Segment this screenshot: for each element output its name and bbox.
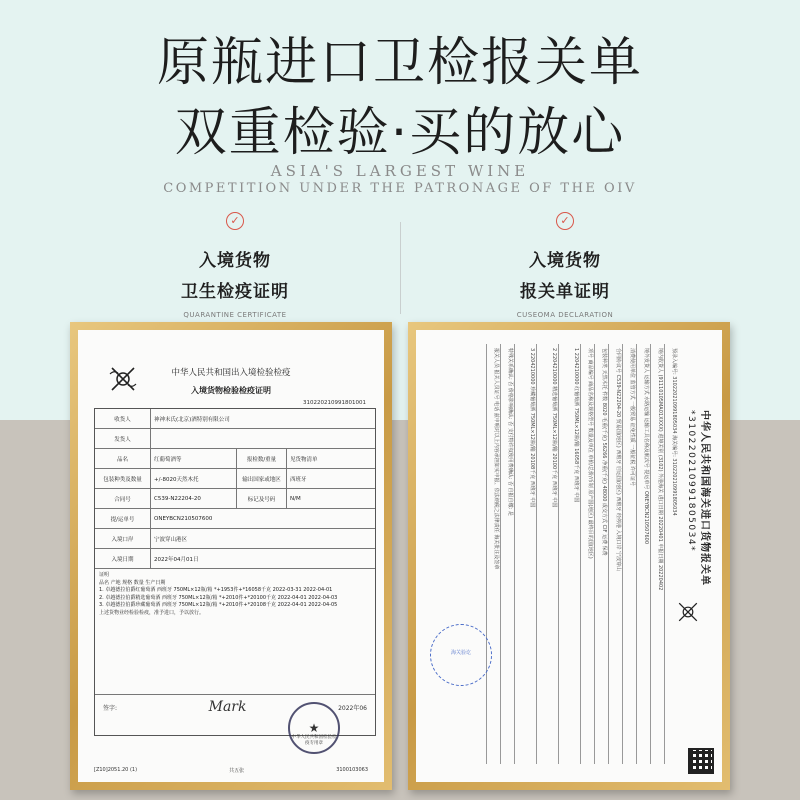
declaration-line: 包装种类 天然木托 件数 8020 毛重(千克) 56266 净重(千克) 48000 成交方式 CIF 运费 保费 (594, 344, 608, 764)
goods-line: 2. 卓越德拉伯爵精选葡萄酒 西班牙 750ML×12瓶/箱 *+2010件+*20100千克 2022-04-01 2022-04-03 (99, 594, 338, 601)
field-value: 宁波穿山港区 (154, 536, 188, 543)
headline-line-2: 双重检验·买的放心 (174, 103, 626, 163)
document-header: 中华人民共和国出入境检验检疫 (171, 368, 291, 378)
cert-left-title-1: 入境货物 (199, 251, 271, 271)
goods-section (95, 569, 375, 695)
form-row (95, 409, 375, 429)
cert-right-english: CUSEOMA DECLARATION (516, 311, 614, 319)
customs-declaration-frame (408, 322, 730, 790)
sign-label: 签字: (103, 704, 118, 712)
form-row (95, 509, 375, 529)
customs-declaration-caption (435, 212, 695, 319)
quarantine-certificate-caption (105, 212, 365, 319)
form-row (95, 529, 375, 549)
declaration-line: 境外发货人 运输方式 水路运输 运输工具名称及航次号 提运单号 ONEYBCN210507600 (636, 344, 650, 764)
field-value: 红葡萄酒等 (151, 449, 237, 468)
english-subtitle-line-2: COMPETITION UNDER THE PATRONAGE OF THE OIV (163, 181, 637, 196)
field-value: ONEYBCN210507600 (154, 515, 213, 522)
headline-line-1: 原瓶进口卫检报关单 (156, 33, 643, 93)
field-label: 提/运单号 (95, 509, 151, 528)
field-label: 报检数/重量 (237, 449, 287, 468)
footer-code: [Z10]2051.20 (1) (94, 767, 138, 773)
qr-code-icon (688, 748, 714, 774)
field-label: 输出国家或地区 (237, 469, 287, 488)
english-subtitle-line-1: ASIA'S LARGEST WINE (270, 162, 530, 180)
form-row (95, 469, 375, 489)
field-label: 品名 (95, 449, 151, 468)
field-value (151, 429, 375, 448)
declaration-line: 1 2204210000 红葡萄酒 750ML×12瓶/箱 16058千克 西班牙 中国 (558, 344, 580, 764)
field-value: 见货物清单 (290, 456, 318, 463)
signature: Mark (208, 699, 247, 715)
field-label: 入境口岸 (95, 529, 151, 548)
goods-list (95, 569, 375, 621)
field-value: 2022年04月01日 (154, 556, 199, 563)
field-label: 标记及号码 (237, 489, 287, 508)
rotated-declaration (416, 330, 722, 780)
document-title: 入境货物检验检疫证明 (191, 386, 271, 395)
declaration-line: 3 2204210000 珍藏葡萄酒 750ML×12瓶/箱 20108千克 西班牙 中国 (514, 344, 536, 764)
quarantine-certificate-document (78, 330, 384, 782)
declaration-line: 特殊关系确认: 否 价格影响确认: 否 支付特许权使用费确认: 否 自报自缴: 是 (500, 344, 514, 764)
document-number: 310220210991801001 (303, 400, 366, 406)
goods-line: 3. 卓越德拉伯爵珍藏葡萄酒 西班牙 750ML×12瓶/箱 *+2010件+*20108千克 2022-04-01 2022-04-05 (99, 602, 338, 609)
field-value: 神神末氏(北京)酒特别有限公司 (154, 416, 230, 423)
star-icon: ★ (308, 721, 320, 735)
field-value: 西班牙 (290, 476, 307, 483)
field-label: 包装种类及数量 (95, 469, 151, 488)
declaration-line: 报关人员 报关人员证号 电话 兹申明对以上内容承担如实申报、依法纳税之法律责任 海关批注及签章 (486, 344, 500, 764)
form-row (95, 449, 375, 469)
cert-right-title-2: 报关单证明 (520, 282, 610, 302)
field-value: C539-N22204-20 (151, 489, 237, 508)
field-value: +/-8020天然木托 (151, 469, 237, 488)
field-label: 合同号 (95, 489, 151, 508)
customs-declaration-document (416, 330, 722, 782)
form-row (95, 429, 375, 449)
declaration-line: 境内收货人 (91110105MA01XXXX) 进境关别 (3102) 外港海关 进口日期 20220401 申报日期 20220402 (650, 344, 664, 764)
footer-serial: 3100103063 (336, 767, 368, 773)
seal-text: 中华人民共和国检验检疫专用章 (291, 735, 337, 746)
declaration-line: 项号 商品编号 商品名称及规格型号 数量及单位 单价/总价/币制 原产国(地区) 最终目的国(地区) (580, 344, 594, 764)
quarantine-certificate-frame (70, 322, 392, 790)
field-value: N/M (290, 495, 301, 502)
declaration-line: 预录入编号: 310220210991805034 海关编号: 310220210991805034 (664, 344, 678, 764)
cert-left-title-2: 卫生检疫证明 (181, 282, 289, 302)
field-label: 发货人 (95, 429, 151, 448)
check-icon: ✓ (556, 212, 574, 230)
vertical-divider (400, 222, 401, 314)
goods-title: 证明 (99, 572, 110, 578)
customs-seal: 海关验讫 (430, 624, 492, 686)
field-label: 入境日期 (95, 549, 151, 568)
check-icon: ✓ (226, 212, 244, 230)
form-row (95, 489, 375, 509)
official-seal (288, 702, 340, 754)
goods-line: 1. 卓越德拉伯爵红葡萄酒 西班牙 750ML×12瓶/箱 *+1953件+*16058千克 2022-03-31 2022-04-01 (99, 587, 333, 594)
declaration-line: 合同协议号 C539-N22204-20 贸易国(地区) 西班牙 启运国(地区) 西班牙 经停港 入境口岸 宁波穿山 (608, 344, 622, 764)
certificate-form (94, 408, 376, 736)
sign-date: 2022年06 (338, 704, 367, 712)
cert-right-title-1: 入境货物 (529, 251, 601, 271)
declaration-fields (486, 344, 678, 764)
cert-left-english: QUARANTINE CERTIFICATE (183, 311, 287, 319)
declaration-number: *310220210991805034* (686, 410, 696, 553)
field-label: 收货人 (95, 409, 151, 428)
inspection-emblem-icon (676, 600, 700, 624)
goods-line: 上述货物业经检验检疫，准予进口，予以放行。 (99, 609, 205, 616)
declaration-title: 中华人民共和国海关进口货物报关单 (699, 410, 710, 586)
goods-line: 品名 产地 规格 数量 生产日期 (99, 579, 166, 586)
declaration-line: 消费使用单位 监管方式 一般贸易 征免性质 一般征税 许可证号 (622, 344, 636, 764)
footer-pages: 共五张 (229, 768, 245, 774)
form-row (95, 549, 375, 569)
document-footer (94, 767, 368, 774)
declaration-line: 2 2204210000 精选葡萄酒 750ML×12瓶/箱 20100千克 西班牙 中国 (536, 344, 558, 764)
